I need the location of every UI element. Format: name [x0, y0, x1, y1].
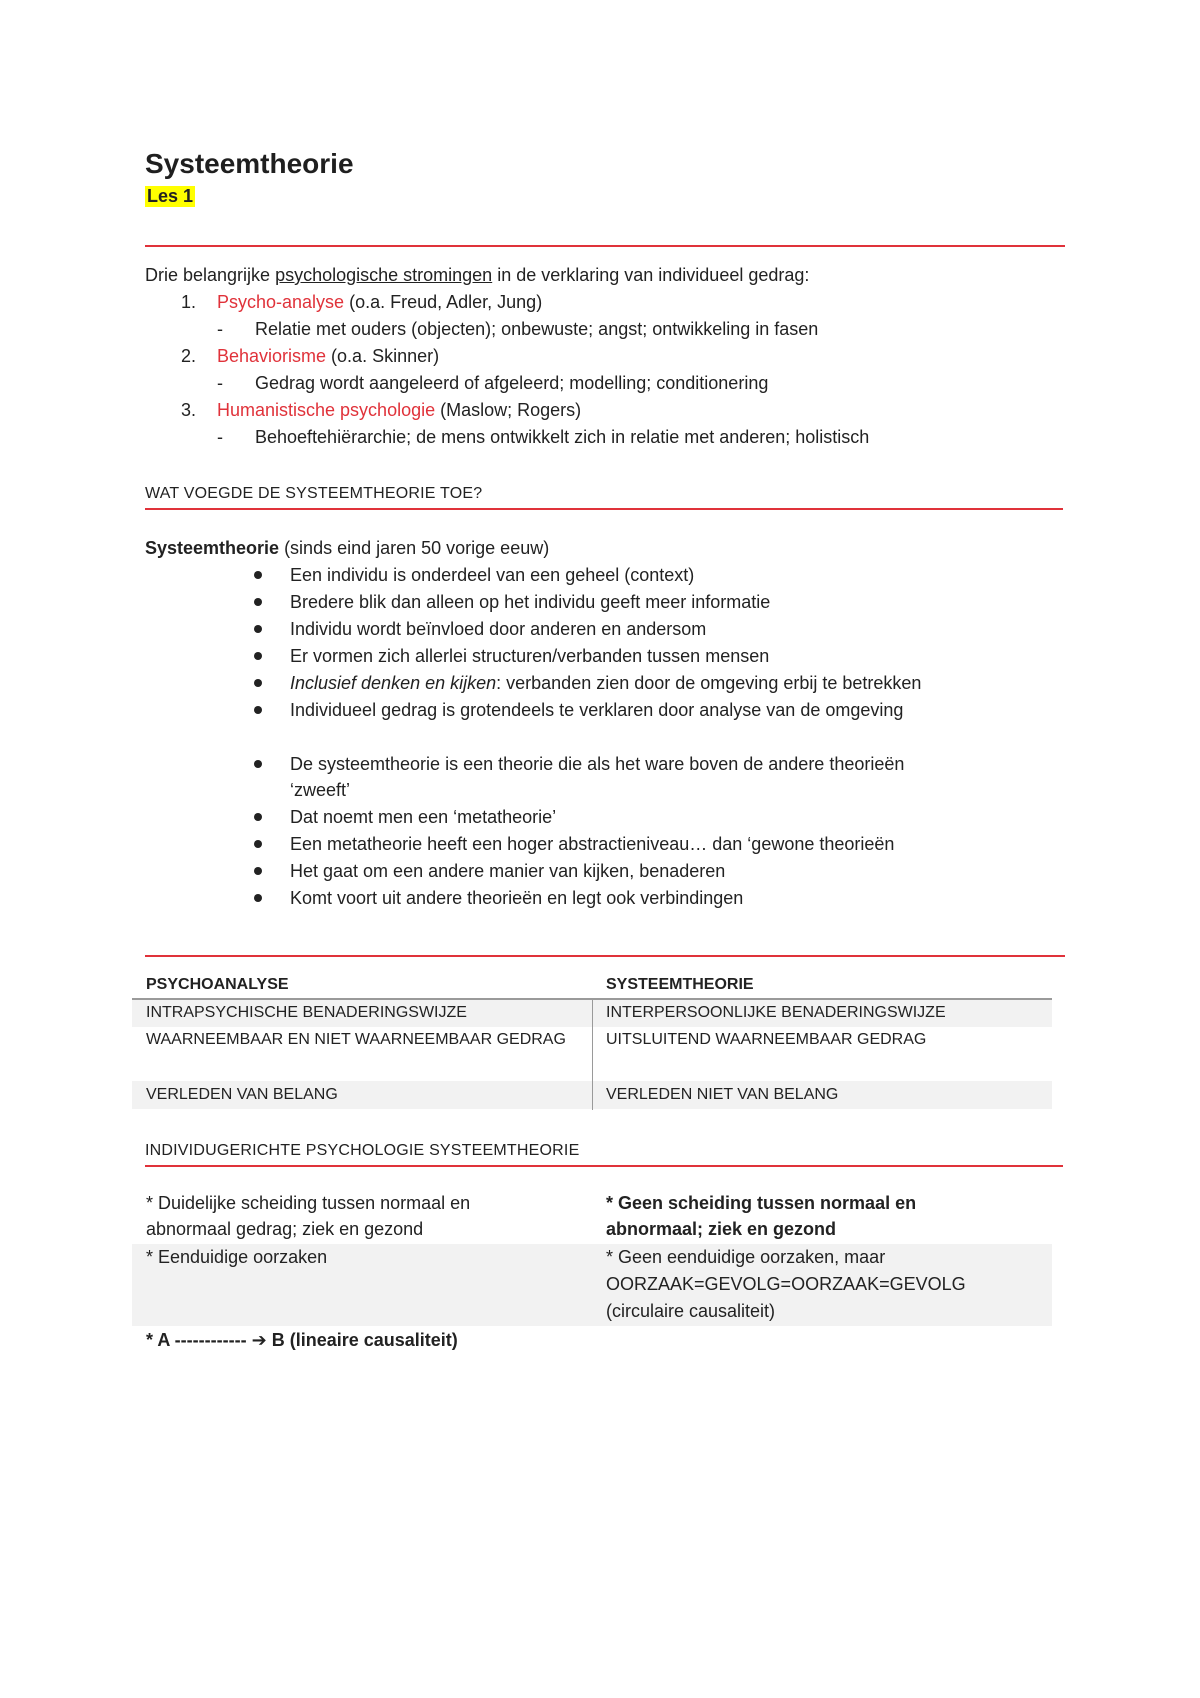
list-number: 1.: [181, 292, 197, 312]
systeem-note: (sinds eind jaren 50 vorige eeuw): [279, 538, 550, 558]
bullet-text: Komt voort uit andere theorieën en legt ook verbindingen: [290, 888, 744, 908]
bullet-text: Het gaat om een andere manier van kijken, benaderen: [290, 861, 726, 881]
table-cell: OORZAAK=GEVOLG=OORZAAK=GEVOLG: [606, 1274, 966, 1294]
table-cell: * Geen eenduidige oorzaken, maar: [606, 1247, 886, 1267]
table-cell: * Geen scheiding tussen normaal en abnormaal; ziek en gezond: [606, 1193, 917, 1239]
bullet-icon: [254, 760, 262, 768]
table-column-rule: [592, 1000, 593, 1110]
comparison-table: [132, 970, 1052, 1110]
stroming-detail: Gedrag wordt aangeleerd of afgeleerd; modelling; conditionering: [255, 373, 769, 393]
dash-marker: -: [217, 427, 223, 447]
table-cell: WAARNEEMBAAR EN NIET WAARNEEMBAAR GEDRAG: [146, 1031, 566, 1048]
table-header-right: SYSTEEMTHEORIE: [606, 976, 754, 993]
bullet-icon: [254, 894, 262, 902]
divider: [145, 955, 1065, 957]
bullet-item: [290, 616, 706, 642]
bullet-text: Een metatheorie heeft een hoger abstractieniveau… dan ‘gewone theorieën: [290, 834, 895, 854]
table-cell: * Eenduidige oorzaken: [146, 1247, 328, 1267]
bullet-text: Er vormen zich allerlei structuren/verbanden tussen mensen: [290, 646, 770, 666]
bullet-icon: [254, 652, 262, 660]
intro-text-end: in de verklaring van individueel gedrag:: [492, 265, 810, 285]
table-cell: INTRAPSYCHISCHE BENADERINGSWIJZE: [146, 1004, 467, 1021]
table-cell: * Duidelijke scheiding tussen normaal en abnormaal gedrag; ziek en gezond: [146, 1193, 471, 1239]
intro-underlined: psychologische stromingen: [275, 265, 493, 285]
bullet-text: Individu wordt beïnvloed door anderen en andersom: [290, 619, 707, 639]
stroming-note: (o.a. Skinner): [326, 346, 440, 366]
stroming-detail: Behoeftehiërarchie; de mens ontwikkelt zich in relatie met anderen; holistisch: [255, 427, 870, 447]
list-subitem: [217, 424, 869, 450]
divider: [145, 508, 1063, 510]
list-item: [181, 397, 581, 423]
section-heading: INDIVIDUGERICHTE PSYCHOLOGIE SYSTEEMTHEORIE: [145, 1142, 580, 1159]
page-title: Systeemtheorie: [145, 148, 354, 179]
table-cell: [146, 1327, 586, 1353]
intro-text: Drie belangrijke: [145, 265, 276, 285]
table-cell: INTERPERSOONLIJKE BENADERINGSWIJZE: [606, 1004, 946, 1021]
bullet-continuation: ‘zweeft’: [290, 780, 351, 800]
bullet-item: [290, 589, 770, 615]
bullet-item: [290, 697, 903, 723]
bullet-icon: [254, 571, 262, 579]
bullet-icon: [254, 625, 262, 633]
causality-start: * A ------------: [146, 1330, 252, 1350]
table-row: [132, 1244, 1052, 1326]
bullet-text: Individueel gedrag is grotendeels te verklaren door analyse van de omgeving: [290, 700, 904, 720]
section-heading: WAT VOEGDE DE SYSTEEMTHEORIE TOE?: [145, 485, 483, 502]
bullet-item: [290, 804, 556, 830]
stroming-detail: Relatie met ouders (objecten); onbewuste; angst; ontwikkeling in fasen: [255, 319, 819, 339]
bullet-text: : verbanden zien door de omgeving erbij te betrekken: [496, 673, 922, 693]
bullet-icon: [254, 706, 262, 714]
bullet-item: [290, 831, 894, 857]
stroming-name: Psycho-analyse: [217, 292, 345, 312]
contrast-table: [132, 1190, 1052, 1360]
bullet-item: [290, 751, 904, 777]
stroming-name: Behaviorisme: [217, 346, 327, 366]
divider: [145, 1165, 1063, 1167]
list-subitem: [217, 316, 818, 342]
bullet-icon: [254, 598, 262, 606]
stroming-name: Humanistische psychologie: [217, 400, 436, 420]
dash-marker: -: [217, 373, 223, 393]
arrow-right-icon: ➔: [251, 1330, 267, 1350]
list-subitem: [217, 370, 768, 396]
bullet-icon: [254, 867, 262, 875]
bullet-item: [290, 562, 694, 588]
list-item: [181, 343, 439, 369]
bullet-text: De systeemtheorie is een theorie die als het ware boven de andere theorieën: [290, 754, 905, 774]
divider: [145, 245, 1065, 247]
lesson-label: Les 1: [147, 186, 194, 206]
bullet-item: [290, 643, 769, 669]
table-cell: UITSLUITEND WAARNEEMBAAR GEDRAG: [606, 1031, 927, 1048]
table-row: [132, 1327, 1052, 1355]
bullet-item: [290, 885, 743, 911]
causality-end: B (lineaire causaliteit): [266, 1330, 458, 1350]
bullet-icon: [254, 840, 262, 848]
bullet-item: [290, 858, 725, 884]
table-header-left: PSYCHOANALYSE: [146, 976, 289, 993]
bullet-italic-text: Inclusief denken en kijken: [290, 673, 497, 693]
table-row: [132, 1190, 1052, 1244]
bullet-text: Een individu is onderdeel van een geheel (context): [290, 565, 695, 585]
bullet-text: Dat noemt men een ‘metatheorie’: [290, 807, 557, 827]
bullet-item: [290, 670, 921, 696]
list-number: 3.: [181, 400, 197, 420]
stroming-note: (o.a. Freud, Adler, Jung): [344, 292, 543, 312]
table-cell: VERLEDEN NIET VAN BELANG: [606, 1086, 839, 1103]
bullet-icon: [254, 813, 262, 821]
intro-line: [145, 262, 809, 288]
systeem-label: Systeemtheorie: [145, 538, 280, 558]
bullet-icon: [254, 679, 262, 687]
table-cell: (circulaire causaliteit): [606, 1301, 776, 1321]
table-cell: VERLEDEN VAN BELANG: [146, 1086, 338, 1103]
list-item: [181, 289, 542, 315]
stroming-note: (Maslow; Rogers): [435, 400, 582, 420]
bullet-text: Bredere blik dan alleen op het individu geeft meer informatie: [290, 592, 771, 612]
dash-marker: -: [217, 319, 223, 339]
list-number: 2.: [181, 346, 197, 366]
systeem-intro: [145, 535, 549, 561]
